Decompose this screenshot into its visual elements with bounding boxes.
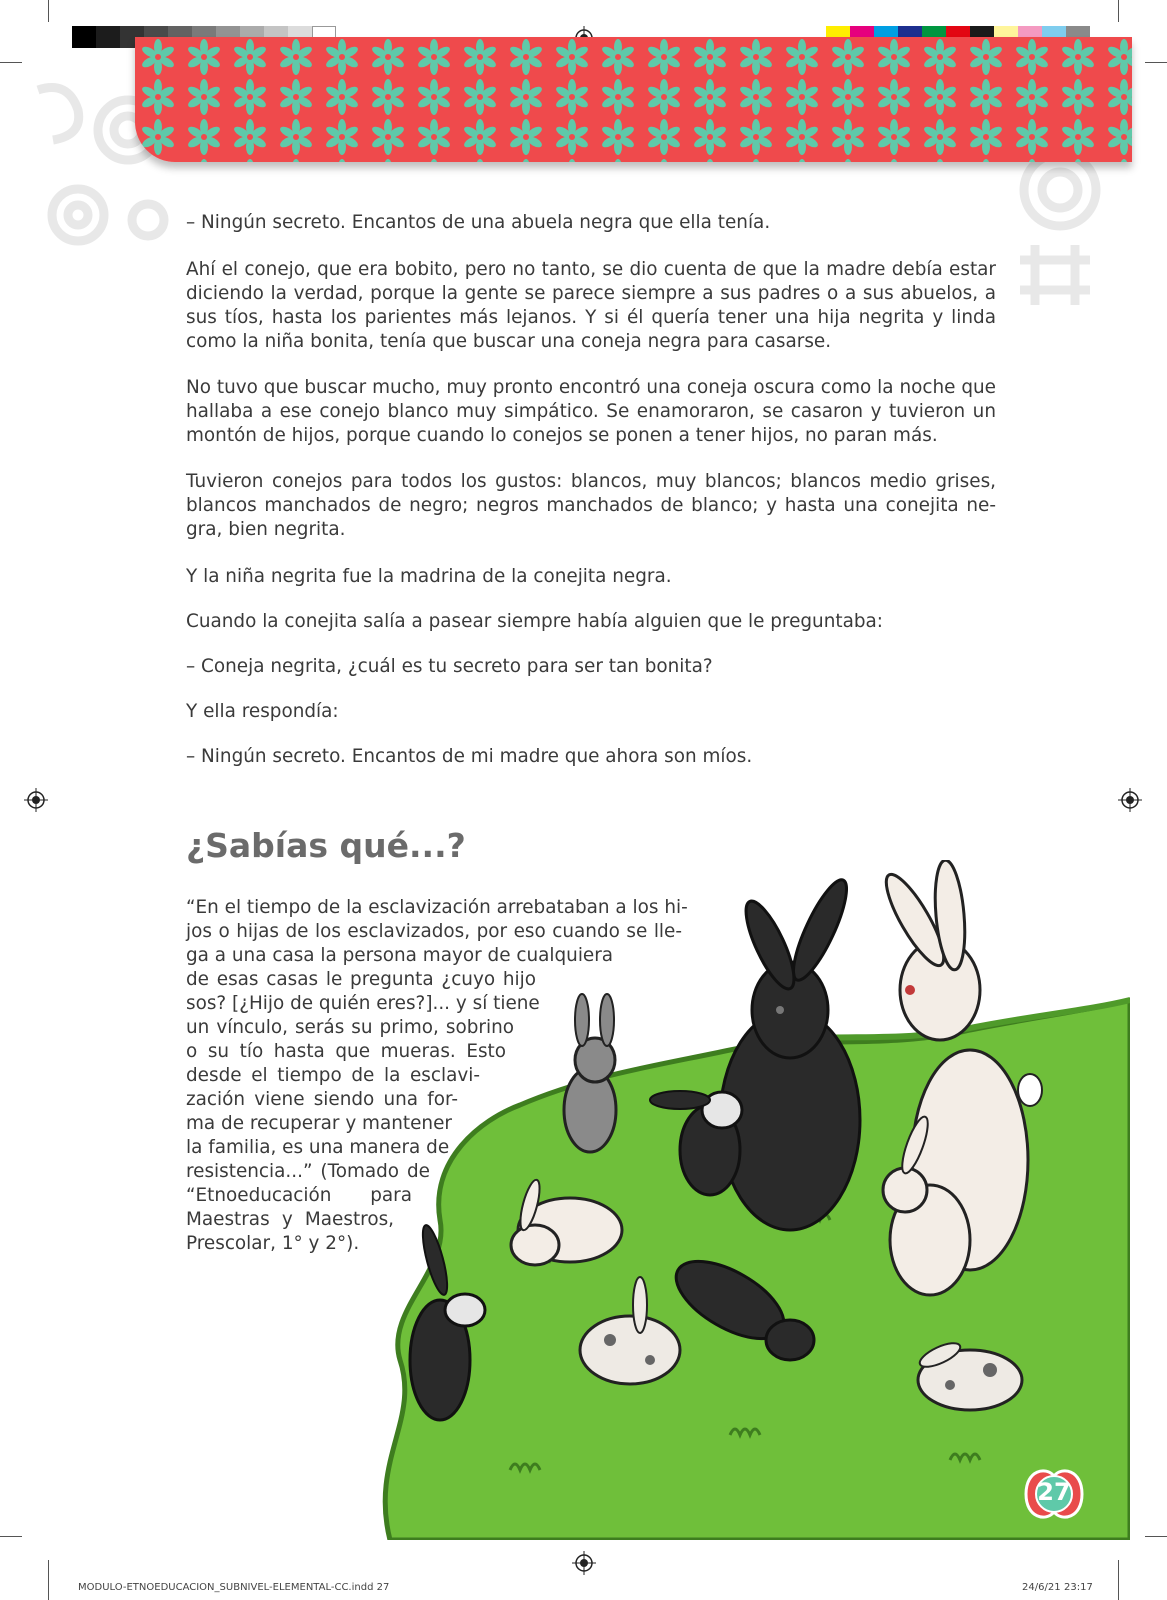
quote-line: o su tío hasta que mueras. Esto — [186, 1041, 506, 1062]
quote-line: jos o hijas de los esclavizados, por eso cuando se lle- — [186, 921, 682, 942]
story-paragraph: No tuvo que buscar mucho, muy pronto encontró una coneja oscura como la noche que hallaba a ese conejo blanco muy simpático. Se enamoraron, se casaron y tuvieron un montón de hijos, porque cuando lo conejos se ponen a tener hijos, no paran más. — [186, 377, 996, 446]
story-paragraph: – Ningún secreto. Encantos de mi madre que ahora son míos. — [186, 746, 753, 767]
flower-pattern — [135, 37, 1132, 162]
crop-mark — [1145, 1536, 1167, 1537]
crop-mark — [48, 0, 49, 22]
quote-line: ga a una casa la persona mayor de cualquiera — [186, 945, 614, 966]
sabias-heading: ¿Sabías qué...? — [186, 826, 466, 865]
quote-line: sos? [¿Hijo de quién eres?]... y sí tiene — [186, 993, 540, 1014]
story-paragraph: – Ningún secreto. Encantos de una abuela negra que ella tenía. — [186, 212, 771, 233]
registration-mark-icon — [572, 1551, 596, 1575]
quote-line: la familia, es una manera de — [186, 1137, 450, 1158]
black-rabbit-icon — [720, 874, 860, 1230]
footer-file: MODULO-ETNOEDUCACION_SUBNIVEL-ELEMENTAL-CC.indd 27 — [78, 1582, 390, 1593]
quote-line: zación viene siendo una for- — [186, 1089, 458, 1110]
crop-mark — [1118, 0, 1119, 22]
quote-line: “En el tiempo de la esclavización arrebataban a los hi- — [186, 897, 688, 918]
quote-line: Maestras y Maestros, — [186, 1209, 394, 1230]
crop-mark — [0, 1536, 22, 1537]
story-paragraph: – Coneja negrita, ¿cuál es tu secreto para ser tan bonita? — [186, 656, 713, 677]
registration-mark-icon — [1118, 788, 1142, 812]
crop-mark — [48, 1560, 49, 1600]
story-paragraph: Y ella respondía: — [186, 701, 339, 722]
crop-mark — [1118, 1560, 1119, 1600]
adinkra-rings-icon — [1000, 150, 1110, 330]
story-paragraph: Tuvieron conejos para todos los gustos: blancos, muy blancos; blancos medio grises, blancos manchados de negro; negros manchados de blanco; y hasta una conejita ne- gra, bien negrita. — [186, 471, 996, 540]
story-paragraph: Y la niña negrita fue la madrina de la conejita negra. — [186, 566, 672, 587]
quote-line: desde el tiempo de la esclavi- — [186, 1065, 480, 1086]
footer-date: 24/6/21 — [1022, 1582, 1061, 1593]
crop-mark — [1145, 62, 1167, 63]
quote-line: un vínculo, serás su primo, sobrino — [186, 1017, 514, 1038]
quote-line: “Etnoeducación para — [186, 1185, 412, 1206]
footer-time: 23:17 — [1064, 1582, 1093, 1593]
page-number: 27 — [1037, 1478, 1071, 1506]
sabias-quote — [186, 896, 688, 1256]
quote-line: resistencia...” (Tomado de — [186, 1161, 430, 1182]
crop-mark — [0, 62, 22, 63]
quote-line: de esas casas le pregunta ¿cuyo hijo — [186, 969, 536, 990]
registration-mark-icon — [24, 788, 48, 812]
quote-line: Prescolar, 1° y 2°). — [186, 1233, 360, 1254]
quote-line: ma de recuperar y mantener — [186, 1113, 452, 1134]
header-banner — [135, 37, 1132, 162]
page-number-badge — [1016, 1462, 1092, 1526]
story-paragraph: Cuando la conejita salía a pasear siempre había alguien que le preguntaba: — [186, 611, 883, 632]
story-paragraph: Ahí el conejo, que era bobito, pero no tanto, se dio cuenta de que la madre debía estar diciendo la verdad, porque la gente se parece siempre a sus padres o a sus abuelos, a sus tíos, hasta los parientes más lejanos. Y si él quería tener una hija negrita y linda como la niña bonita, tenía que buscar una coneja negra para casarse. — [186, 259, 996, 352]
